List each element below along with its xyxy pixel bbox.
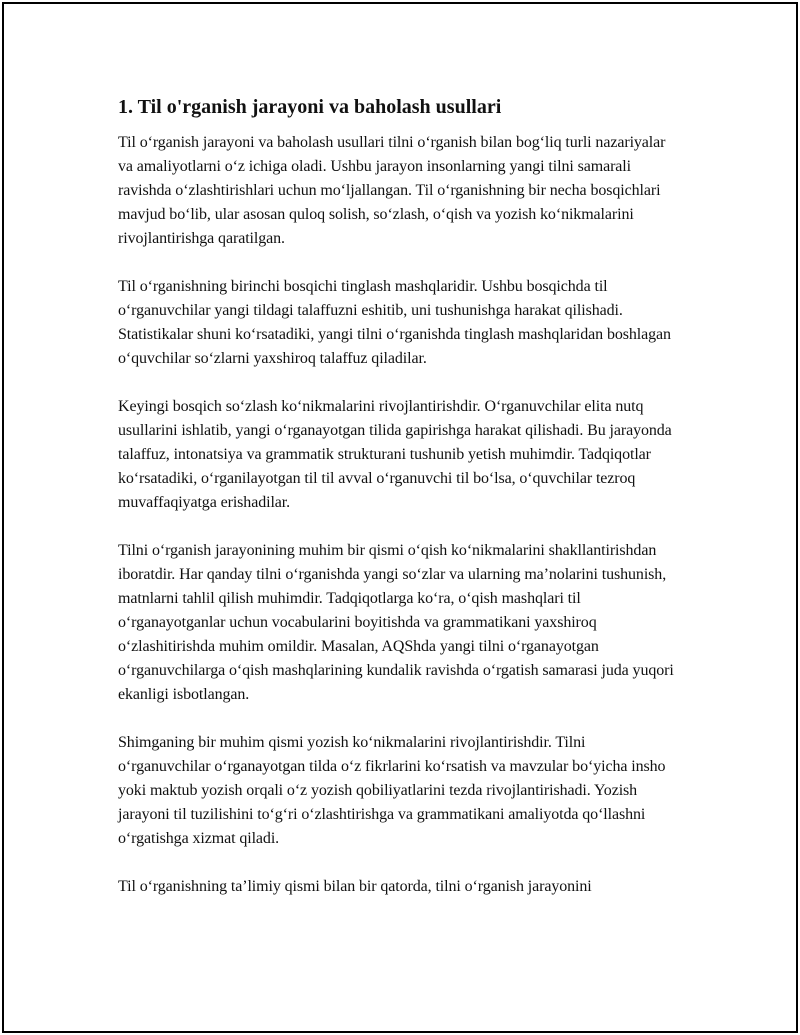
paragraph-4: Tilni o‘rganish jarayonining muhim bir qismi o‘qish ko‘nikmalarini shakllantirishdan iboratdir. Har qanday tilni o‘rganishda yangi so‘zlar va ularning ma’nolarini tushunish, matnlarni tahlil qilish muhimdir. Tadqiqotlarga ko‘ra, o‘qish mashqlari til o‘rganayotganlar uchun vocabularini boyitishda va grammatikani yaxshiroq o‘zlashitirishda muhim omildir. Masalan, AQShda yangi tilni o‘rganayotgan o‘rganuvchilarga o‘qish mashqlarining kundalik ravishda o‘rgatish samarasi juda yuqori ekanligi isbotlangan. <box>118 542 674 703</box>
paragraph-6: Til o‘rganishning ta’limiy qismi bilan bir qatorda, tilni o‘rganish jarayonini <box>118 878 592 895</box>
section-heading: 1. Til o'rganish jarayoni va baholash usullari <box>118 96 502 118</box>
paragraph-3: Keyingi bosqich so‘zlash ko‘nikmalarini rivojlantirishdir. O‘rganuvchilar elita nutq usullarini ishlatib, yangi o‘rganayotgan tilida gapirishga harakat qilishadi. Bu jarayonda talaffuz, intonatsiya va grammatik strukturani tushunib yetish muhimdir. Tadqiqotlar ko‘rsatadiki, o‘rganilayotgan til til avval o‘rganuvchi til bo‘lsa, o‘quvchilar tezroq muvaffaqiyatga erishadilar. <box>118 398 672 511</box>
paragraph-2: Til o‘rganishning birinchi bosqichi tinglash mashqlaridir. Ushbu bosqichda til o‘rganuvchilar yangi tildagi talaffuzni eshitib, uni tushunishga harakat qilishadi. Statistikalar shuni ko‘rsatadiki, yangi tilni o‘rganishda tinglash mashqlaridan boshlagan o‘quvchilar so‘zlarni yaxshiroq talaffuz qiladilar. <box>118 278 671 367</box>
paragraph-1: Til o‘rganish jarayoni va baholash usullari tilni o‘rganish bilan bog‘liq turli nazariyalar va amaliyotlarni o‘z ichiga oladi. Ushbu jarayon insonlarning yangi tilni samarali ravishda o‘zlashtirishlari uchun mo‘ljallangan. Til o‘rganishning bir necha bosqichlari mavjud bo‘lib, ular asosan quloq solish, so‘zlash, o‘qish va yozish ko‘nikmalarini rivojlantirishga qaratilgan. <box>118 134 666 247</box>
document-body <box>118 95 678 923</box>
paragraph-5: Shimganing bir muhim qismi yozish ko‘nikmalarini rivojlantirishdir. Tilni o‘rganuvchilar o‘rganayotgan tilda o‘z fikrlarini ko‘rsatish va mavzular bo‘yicha insho yoki maktub yozish orqali o‘z yozish qobiliyatlarini tezda rivojlantirishadi. Yozish jarayoni til tuzilishini to‘g‘ri o‘zlashtirishga va grammatikani amaliyotda qo‘llashni o‘rgatishga xizmat qiladi. <box>118 734 666 847</box>
